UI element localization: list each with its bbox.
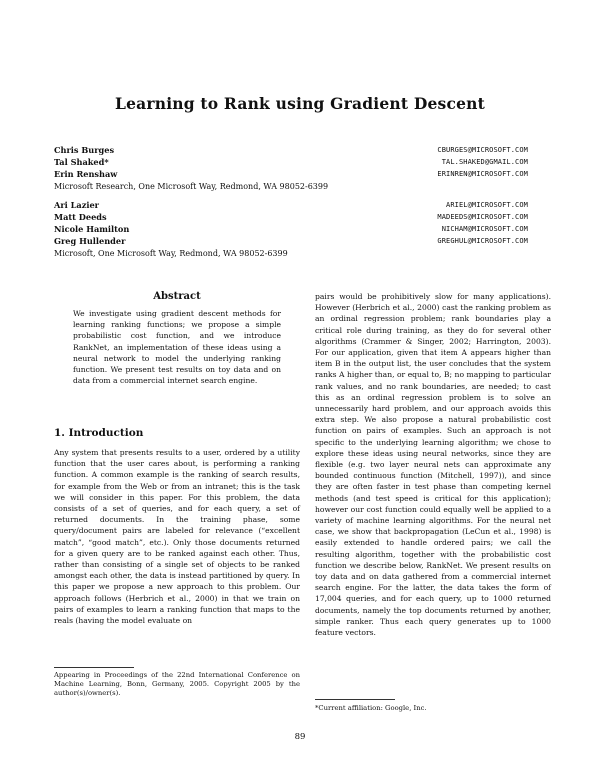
- page-number: 89: [294, 732, 306, 742]
- author-name: Chris Burges: [54, 145, 115, 155]
- footnote: *Current affiliation: Google, Inc.: [315, 704, 427, 712]
- author-name: Ari Lazier: [54, 200, 99, 210]
- author-email: CBURGES@MICROSOFT.COM: [437, 146, 528, 154]
- author-email: NICHAM@MICROSOFT.COM: [441, 225, 528, 233]
- author-email: GREGHUL@MICROSOFT.COM: [437, 237, 528, 245]
- author-name: Tal Shaked*: [54, 157, 109, 167]
- footnote: Appearing in Proceedings of the 22nd International Conference on Machine Learning, Bonn, Germany, 2005. Copyright 2005 by the author(s)/owner(s).: [54, 671, 300, 698]
- abstract-text: We investigate using gradient descent methods for learning ranking functions; we propose a simple probabilistic cost function, and we introduce RankNet, an implementation of these ideas using a neural network to model the underlying ranking function. We present test results on toy data and on data from a commercial internet search engine.: [73, 309, 281, 386]
- author-name: Nicole Hamilton: [54, 224, 130, 234]
- author-email: TAL.SHAKED@GMAIL.COM: [441, 158, 528, 166]
- author-name: Erin Renshaw: [54, 169, 118, 179]
- footnote-rule: [315, 699, 395, 700]
- author-email: ERINREN@MICROSOFT.COM: [437, 170, 528, 178]
- author-email: MADEEDS@MICROSOFT.COM: [437, 213, 528, 221]
- author-name: Greg Hullender: [54, 236, 126, 246]
- affiliation: Microsoft Research, One Microsoft Way, Redmond, WA 98052-6399: [54, 182, 329, 191]
- paper-title: Learning to Rank using Gradient Descent: [114, 94, 485, 113]
- section-heading: 1. Introduction: [54, 427, 144, 439]
- author-name: Matt Deeds: [54, 212, 107, 222]
- abstract-heading: Abstract: [153, 291, 201, 302]
- affiliation: Microsoft, One Microsoft Way, Redmond, WA 98052-6399: [54, 249, 288, 258]
- author-email: ARIEL@MICROSOFT.COM: [446, 201, 528, 209]
- footnote-rule: [54, 667, 134, 668]
- body-paragraph: pairs would be prohibitively slow for many applications). However (Herbrich et al., 2000) cast the ranking problem as an ordinal regression problem; rank boundaries play a critical role during training, as they do for several other algorithms (Crammer & Singer, 2002; Harrington, 2003). For our application, given that item A appears higher than item B in the output list, the user concludes that the system ranks A higher than, or equal to, B; no mapping to particular rank values, and no rank boundaries, are needed; to cast this as an ordinal regression problem is to solve an unnecessarily hard problem, and our approach avoids this extra step. We also propose a natural probabilistic cost function on pairs of examples. Such an approach is not specific to the underlying learning algorithm; we chose to explore these ideas using neural networks, since they are flexible (e.g. two layer neural nets can approximate any bounded continuous function (Mitchell, 1997)), and since they are often faster in test phase than competing kernel methods (and test speed is critical for this application); however our cost function could equally well be applied to a variety of machine learning algorithms. For the neural net case, we show that backpropagation (LeCun et al., 1998) is easily extended to handle ordered pairs; we call the resulting algorithm, together with the probabilistic cost function we describe below, RankNet. We present results on toy data and on data gathered from a commercial internet search engine. For the latter, the data takes the form of 17,004 queries, and for each query, up to 1000 returned documents, namely the top documents returned by another, simple ranker. Thus each query generates up to 1000 feature vectors.: [315, 292, 551, 638]
- body-paragraph: Any system that presents results to a user, ordered by a utility function that the user cares about, is performing a ranking function. A common example is the ranking of search results, for example from the Web or from an intranet; this is the task we will consider in this paper. For this problem, the data consists of a set of queries, and for each query, a set of returned documents. In the training phase, some query/document pairs are labeled for relevance (“excellent match”, “good match”, etc.). Only those documents returned for a given query are to be ranked against each other. Thus, rather than consisting of a single set of objects to be ranked amongst each other, the data is instead partitioned by query. In this paper we propose a new approach to this problem. Our approach follows (Herbrich et al., 2000) in that we train on pairs of examples to learn a ranking function that maps to the reals (having the model evaluate on: [54, 448, 300, 626]
